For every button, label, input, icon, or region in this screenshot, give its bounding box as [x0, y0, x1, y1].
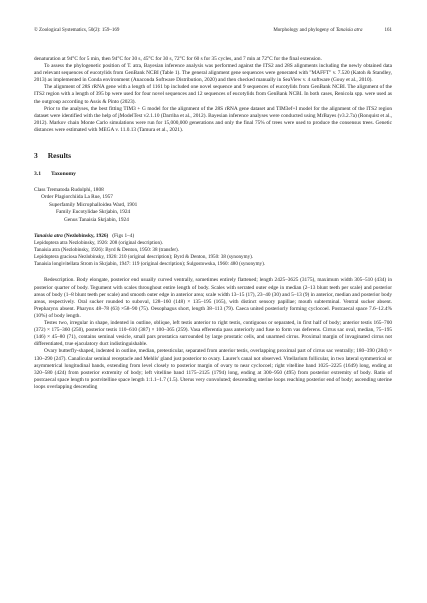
- running-title: [273, 27, 392, 35]
- synonym-item: Tanaisia longivitellata Strom in Skrjabin, 1947: 119 (original description); Sulgostowska, 1960: 480 (synonymy).: [34, 261, 266, 268]
- running-header: [34, 27, 392, 35]
- running-title-prefix: Morphology and phylogeny of: [273, 28, 336, 33]
- synonym-item: Lepidoptera atra Nezlobinsky, 1926: 208 (original description).: [34, 240, 163, 247]
- taxon-family: Family Eucotylidae Skrjabin, 1924: [56, 209, 131, 216]
- synonym-item: Lepidoptera graciosa Nezlobinsky, 1926: 210 (original description); Byrd & Denton, 1950: 38 (synonymy).: [34, 254, 254, 261]
- taxon-class: Class Trematoda Rudolphi, 1808: [34, 187, 104, 194]
- synonym-item: Tanaisia atra (Nezlobinsky, 1926): Byrd & Denton, 1950: 38 (transfer).: [34, 247, 180, 254]
- paragraph-testes: Testes two, irregular in shape, indented in outline, oblique, left testis anterior to right testis, contiguous or separated, in first half of body; anterior testis 165–700 (372) × 175–360 (250), posterior testis 110–610 (387) × 100–365 (259). Vasa efferentia pass anteriorly and fuse to form vas deferens. Cirrus sac oval, median, 75–195 (146) × 45–80 (71), contains seminal vesicle, small pars prostatica surrounded by large prostatic cells, and unarmed cirrus. Proximal margin of invaginated cirrus not differentiated, true ejaculatory duct indistinguishable.: [34, 320, 392, 348]
- section-heading-results: 3 Results: [34, 151, 72, 161]
- page-number: 161: [384, 28, 392, 33]
- taxonomy-hierarchy: [34, 187, 392, 224]
- paragraph-redescription: Redescription. Body elongate, posterior end usually curved ventrally, sometimes entirely flattened; length 2425–3625 (3175), maximum width 305–510 (434) in posterior quarter of body. Tegument with scales throughout entire length of body. Scales with serrated outer edge in median (2–13 blunt teeth per scale) and posterior areas of body (1–8 blunt teeth per scale) and smooth outer edge in anterior area; scale width 13–15 (17), 23–40 (30) and 5–13 (9) in anterior, median and posterior body areas, respectively. Oral sucker rounded to suboval, 128–160 (148) × 135–195 (165), with distinct sensory papillae; mouth subterminal. Ventral sucker absent. Prepharynx absent. Pharynx 48–78 (63) ×58–90 (75). Oesophagus short, length 38–113 (79). Caeca united posteriorly forming cyclocoel. Postcaecal space 7.6–12.4% (10%) of body length.: [34, 277, 392, 319]
- paragraph-ovary: Ovary butterfly-shaped, indented in outline, median, pretesticular, separated from anterior testis, overlapping proximal part of cirrus sac ventrally; 180–390 (284) × 130–290 (247). Canalicular seminal receptacle and Mehlis' gland just posterior to ovary. Laurer's canal not observed. Vitellarium follicular, in two lateral symmetrical or asymmetrical longitudinal bands, extending from level closely to posterior margin of ovary to near cyclocoel; right vitelline band 1025–2225 (1649) long, ending at 320–580 (424) from posterior extremity of body; left vitelline band 1175–2125 (1794) long, ending at 300–950 (495) from posterior extremity of body. Ratio of postcaecal space length to postvitelline space length 1:1.1–1.7 (1.5). Uterus very convoluted; descending uterine loops reaching posterior end of body; ascending uterine loops overlapping descending: [34, 348, 392, 390]
- paragraph-28s-alignment: The alignment of 28S rRNA gene with a length of 1161 bp included one novel sequence and 9 sequences of eucotylids from GenBank NCBI. The alignment of the ITS2 region with a length of 395 bp were used for four novel sequences and 12 sequences of eucotylids from GenBank NCBI. In both cases, Renicola spp. were used as the outgroup according to Assis & Pinto (2023).: [34, 84, 392, 105]
- taxon-genus: Genus Tanaisia Skrjabin, 1924: [64, 216, 129, 223]
- paragraph-phylogenetic-position: To assess the phylogenetic position of T. atra, Bayesian inference analysis was performed against the ITS2 and 28S alignments including the newly obtained data and relevant sequences of eucotylids from GenBank NCBI (Table 1). The general alignment gene sequences were generated with "MAFFT" v. 7.520 (Katoh & Standley, 2013) as implemented in Conda environment (Anaconda Software Distribution, 2020) and then checked manually in SeaView v. 4 software (Gouy et al., 2010).: [34, 63, 392, 84]
- article-body: [34, 56, 392, 391]
- running-title-species: Tanaisia atra: [335, 28, 363, 33]
- synonym-list: [34, 240, 392, 268]
- species-name: Tanaisia atra: [34, 233, 63, 240]
- paragraph-model-selection: Prior to the analyses, the best fitting TIM3 + G model for the alignment of the 28S rRNA gene dataset and TIM3ef+I model for the alignment of the ITS2 region dataset were identified with the help of jModelTest v2.1.10 (Darriba et al., 2012). Bayesian inference analyses were conducted using MrBayes (v3.2.7a) (Ronquist et al., 2012). Markov chain Monte Carlo simulations were run for 15,000,000 generations and only the final 75% of trees were used to produce the consensus trees. Genetic distances were estimated with MEGA v. 11.0.13 (Tamura et al., 2021).: [34, 105, 392, 133]
- taxon-order: Order Plagiorchiida La Rue, 1957: [41, 194, 113, 201]
- species-authority: (Nezlobinsky, 1926): [64, 233, 109, 240]
- journal-citation: © Zoological Systematics, 50(2): 159–169: [34, 28, 120, 33]
- subsection-heading-taxonomy: 3.1 Taxonomy: [34, 171, 76, 178]
- species-figs: (Figs 1–4): [112, 233, 135, 240]
- paragraph-extension: denaturation at 94°C for 5 min, then 94°C for 30 s, 45°C for 30 s, 72°C for 60 s for 35 cycles, and 7 min at 72°C for the final extension.: [34, 56, 322, 62]
- taxon-superfamily: Superfamily Microphalloidea Ward, 1901: [49, 201, 138, 208]
